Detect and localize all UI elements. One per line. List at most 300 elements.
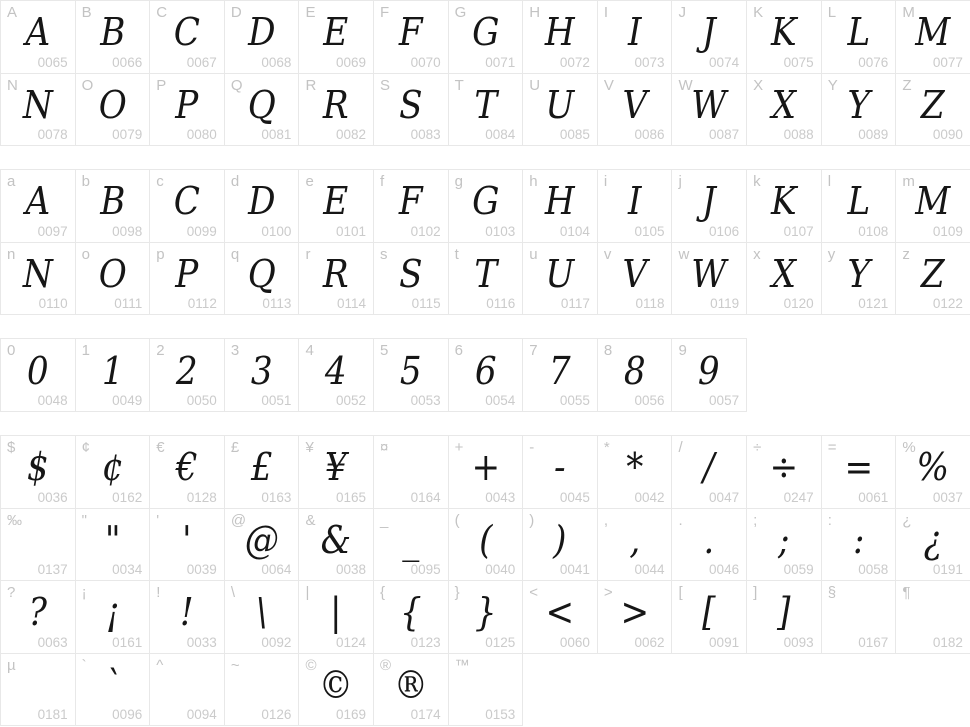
glyph-cell <box>896 243 970 316</box>
glyph: R <box>323 252 350 297</box>
codepoint: 0064 <box>261 562 292 578</box>
codepoint: 0110 <box>38 296 68 312</box>
glyph-cell <box>523 436 598 509</box>
glyph: © <box>319 663 354 708</box>
glyph: A <box>25 179 51 224</box>
glyph: 3 <box>250 348 273 393</box>
glyph-cell <box>225 243 300 316</box>
cell-label: = <box>827 438 837 456</box>
glyph-cell <box>449 654 524 727</box>
cell-label: W <box>678 76 693 94</box>
symbols-section <box>0 435 970 726</box>
cell-label: s <box>380 245 388 263</box>
symbols-row <box>1 654 970 727</box>
cell-label: w <box>678 245 690 263</box>
cell-label: ' <box>156 511 160 529</box>
cell-label: Z <box>902 76 912 94</box>
codepoint: 0104 <box>559 223 590 239</box>
cell-label: g <box>454 173 463 191</box>
glyph-cell <box>299 654 374 727</box>
glyph-cell <box>598 339 673 412</box>
codepoint: 0057 <box>709 392 740 408</box>
glyph: Q <box>247 82 276 127</box>
codepoint: 0034 <box>112 562 143 578</box>
glyph: _ <box>402 517 420 562</box>
glyph-cell <box>374 509 449 582</box>
codepoint: 0059 <box>783 562 814 578</box>
glyph-cell <box>225 339 300 412</box>
cell-label: 1 <box>81 342 90 360</box>
glyph: N <box>22 82 53 127</box>
glyph: V <box>622 252 648 297</box>
codepoint: 0061 <box>858 489 889 505</box>
codepoint: 0105 <box>634 223 665 239</box>
glyph-cell <box>598 1 673 74</box>
cell-label: c <box>156 173 164 191</box>
cell-label: k <box>753 173 761 191</box>
glyph-cell <box>1 243 76 316</box>
cell-label: µ <box>7 656 16 674</box>
codepoint: 0165 <box>336 489 367 505</box>
glyph-cell <box>896 509 970 582</box>
glyph-cell <box>76 243 151 316</box>
glyph-cell <box>150 339 225 412</box>
codepoint: 0108 <box>858 223 889 239</box>
codepoint: 0076 <box>858 54 889 70</box>
uppercase-section <box>0 0 970 146</box>
glyph: O <box>98 82 127 127</box>
cell-label: 2 <box>156 342 165 360</box>
codepoint: 0043 <box>485 489 516 505</box>
cell-label: ( <box>454 511 460 529</box>
cell-label: % <box>902 438 916 456</box>
glyph: O <box>98 252 127 297</box>
codepoint: 0125 <box>485 634 516 650</box>
codepoint: 0080 <box>186 127 217 143</box>
cell-label: 8 <box>603 342 613 360</box>
glyph-cell <box>225 436 300 509</box>
glyph-cell <box>374 339 449 412</box>
glyph: B <box>99 179 125 224</box>
glyph-cell <box>822 243 897 316</box>
cell-label: Y <box>827 76 838 94</box>
uppercase-row <box>1 74 970 147</box>
cell-label: ) <box>529 511 535 529</box>
glyph-cell <box>299 1 374 74</box>
glyph-cell <box>672 509 747 582</box>
codepoint: 0163 <box>261 489 292 505</box>
glyph-cell <box>76 339 151 412</box>
glyph-cell <box>76 1 151 74</box>
glyph: ¡ <box>105 590 120 635</box>
codepoint: 0056 <box>634 392 665 408</box>
cell-label: Q <box>230 76 243 94</box>
glyph-cell <box>523 339 598 412</box>
glyph: 7 <box>549 348 571 393</box>
glyph: I <box>627 10 642 55</box>
glyph: + <box>471 445 500 490</box>
glyph-cell <box>299 170 374 243</box>
codepoint: 0097 <box>37 223 68 239</box>
codepoint: 0078 <box>37 127 68 143</box>
cell-label: [ <box>678 584 683 602</box>
glyph-cell <box>672 1 747 74</box>
codepoint: 0045 <box>559 489 590 505</box>
cell-label: ~ <box>230 656 240 674</box>
cell-label: 6 <box>454 342 463 360</box>
codepoint: 0162 <box>112 489 143 505</box>
cell-label: ¢ <box>81 438 90 456</box>
codepoint: 0083 <box>410 127 441 143</box>
glyph: 4 <box>325 348 348 393</box>
glyph-cell <box>150 436 225 509</box>
cell-label: T <box>454 76 464 94</box>
codepoint: 0069 <box>336 54 367 70</box>
codepoint: 0044 <box>634 562 665 578</box>
glyph-cell <box>76 654 151 727</box>
cell-label: ! <box>156 584 161 602</box>
glyph: E <box>323 179 349 224</box>
glyph: T <box>474 82 497 127</box>
glyph-cell <box>76 436 151 509</box>
glyph: P <box>175 252 199 297</box>
glyph: D <box>247 10 276 55</box>
cell-label: D <box>230 4 242 21</box>
codepoint: 0123 <box>410 634 441 650</box>
glyph: S <box>399 252 423 297</box>
codepoint: 0098 <box>112 223 143 239</box>
codepoint: 0051 <box>261 392 292 408</box>
codepoint: 0113 <box>262 296 292 312</box>
codepoint: 0174 <box>410 707 441 723</box>
glyph: = <box>844 445 873 490</box>
codepoint: 0118 <box>635 296 665 312</box>
cell-label: L <box>827 4 837 21</box>
glyph: - <box>554 445 566 490</box>
glyph-cell <box>523 74 598 147</box>
glyph: C <box>173 179 201 224</box>
glyph: E <box>323 10 349 55</box>
cell-label: 9 <box>678 342 687 360</box>
glyph: K <box>771 10 797 55</box>
glyph-cell <box>449 581 524 654</box>
glyph-cell <box>896 170 970 243</box>
glyph-cell <box>76 170 151 243</box>
codepoint: 0191 <box>932 562 963 578</box>
glyph-cell <box>225 170 300 243</box>
glyph-cell <box>598 509 673 582</box>
codepoint: 0096 <box>112 707 143 723</box>
glyph-cell <box>747 1 822 74</box>
glyph-cell <box>449 1 524 74</box>
glyph-cell <box>299 243 374 316</box>
codepoint: 0103 <box>485 223 516 239</box>
digits-row <box>1 339 747 412</box>
cell-label: x <box>753 245 761 263</box>
cell-label: ? <box>7 584 16 602</box>
codepoint: 0093 <box>783 634 814 650</box>
cell-label: d <box>230 173 240 191</box>
glyph: | <box>330 590 343 635</box>
cell-label: M <box>902 4 915 21</box>
cell-label: z <box>902 245 910 263</box>
cell-label: © <box>305 656 317 674</box>
codepoint: 0169 <box>336 707 367 723</box>
codepoint: 0049 <box>112 392 143 408</box>
glyph-cell <box>747 170 822 243</box>
glyph-cell <box>299 509 374 582</box>
glyph-cell <box>822 436 897 509</box>
cell-label: P <box>156 76 167 94</box>
glyph: T <box>474 252 497 297</box>
glyph-cell <box>523 509 598 582</box>
cell-label: " <box>81 511 87 529</box>
codepoint: 0087 <box>709 127 740 143</box>
codepoint: 0036 <box>37 489 68 505</box>
codepoint: 0114 <box>337 296 367 312</box>
codepoint: 0106 <box>709 223 740 239</box>
cell-label: X <box>753 76 764 94</box>
glyph-cell <box>1 436 76 509</box>
codepoint: 0137 <box>37 562 68 578</box>
codepoint: 0116 <box>486 296 516 312</box>
glyph-cell <box>150 1 225 74</box>
cell-label: ¥ <box>305 438 314 456</box>
glyph-cell <box>374 243 449 316</box>
cell-label: 0 <box>7 342 16 360</box>
glyph: X <box>771 252 797 297</box>
codepoint: 0073 <box>634 54 665 70</box>
cell-label: & <box>305 511 316 529</box>
cell-label: ® <box>380 656 392 674</box>
cell-label: ™ <box>454 656 470 674</box>
glyph-cell <box>523 1 598 74</box>
glyph: 1 <box>101 348 124 393</box>
codepoint: 0047 <box>709 489 740 505</box>
glyph-cell <box>747 509 822 582</box>
cell-label: A <box>7 4 18 21</box>
cell-label: 5 <box>380 342 389 360</box>
codepoint: 0119 <box>710 296 740 312</box>
cell-label: 3 <box>230 342 240 360</box>
glyph: 5 <box>399 348 422 393</box>
codepoint: 0101 <box>336 223 367 239</box>
glyph: ¥ <box>325 445 348 490</box>
cell-label: F <box>380 4 390 21</box>
glyph-cell <box>150 509 225 582</box>
glyph: D <box>247 179 276 224</box>
glyph-cell <box>822 74 897 147</box>
glyph: J <box>702 179 717 224</box>
glyph-cell <box>672 74 747 147</box>
cell-label: ¿ <box>902 511 912 529</box>
cell-label: | <box>305 584 310 602</box>
glyph: [ <box>702 590 716 635</box>
glyph: G <box>471 179 500 224</box>
cell-label: ` <box>81 656 87 674</box>
codepoint: 0037 <box>932 489 963 505</box>
codepoint: 0040 <box>485 562 516 578</box>
glyph: ; <box>778 517 790 562</box>
glyph-cell <box>299 436 374 509</box>
lowercase-row <box>1 170 970 243</box>
cell-label: , <box>603 511 609 529</box>
glyph-cell <box>672 581 747 654</box>
codepoint: 0100 <box>261 223 292 239</box>
glyph-cell <box>672 339 747 412</box>
glyph: $ <box>26 445 49 490</box>
codepoint: 0115 <box>411 296 441 312</box>
glyph-cell <box>1 339 76 412</box>
codepoint: 0121 <box>858 296 889 312</box>
glyph: ' <box>182 517 192 562</box>
cell-label: $ <box>7 438 16 456</box>
glyph: U <box>545 82 575 127</box>
glyph-cell <box>150 74 225 147</box>
cell-label: o <box>81 245 90 263</box>
symbols-row <box>1 581 970 654</box>
cell-label: r <box>305 245 311 263</box>
glyph-cell <box>225 654 300 727</box>
glyph: ] <box>777 590 791 635</box>
glyph: 8 <box>623 348 646 393</box>
cell-label: ¡ <box>81 584 87 602</box>
glyph: ÷ <box>769 445 799 490</box>
codepoint: 0088 <box>783 127 814 143</box>
glyph: , <box>629 517 641 562</box>
glyph: C <box>173 10 201 55</box>
cell-label: n <box>7 245 16 263</box>
lowercase-section <box>0 169 970 315</box>
codepoint: 0094 <box>186 707 217 723</box>
glyph-cell <box>374 581 449 654</box>
codepoint: 0055 <box>559 392 590 408</box>
glyph-cell <box>523 581 598 654</box>
codepoint: 0081 <box>261 127 292 143</box>
glyph-cell <box>225 581 300 654</box>
glyph-cell <box>225 1 300 74</box>
glyph: 9 <box>698 348 721 393</box>
codepoint: 0048 <box>37 392 68 408</box>
digits-section <box>0 338 747 412</box>
glyph: < <box>545 590 575 635</box>
codepoint: 0112 <box>187 296 217 312</box>
cell-label: § <box>827 584 837 602</box>
glyph: L <box>847 179 870 224</box>
codepoint: 0092 <box>261 634 292 650</box>
glyph: \ <box>255 590 268 635</box>
glyph: ( <box>478 517 493 562</box>
glyph-cell <box>598 74 673 147</box>
cell-label: q <box>230 245 240 263</box>
codepoint: 0041 <box>559 562 590 578</box>
cell-label: . <box>678 511 683 529</box>
codepoint: 0039 <box>186 562 217 578</box>
cell-label: h <box>529 173 538 191</box>
glyph-cell <box>76 74 151 147</box>
codepoint: 0042 <box>634 489 665 505</box>
cell-label: ; <box>753 511 758 529</box>
codepoint: 0161 <box>112 634 143 650</box>
glyph: K <box>771 179 797 224</box>
codepoint: 0181 <box>37 707 68 723</box>
glyph: N <box>22 252 53 297</box>
cell-label: ] <box>753 584 758 602</box>
codepoint: 0120 <box>783 296 814 312</box>
glyph-cell <box>374 74 449 147</box>
cell-label: j <box>678 173 682 191</box>
glyph-cell <box>449 339 524 412</box>
glyph: ¿ <box>923 517 943 562</box>
glyph: ! <box>180 590 194 635</box>
cell-label: 7 <box>529 342 538 360</box>
codepoint: 0054 <box>485 392 516 408</box>
cell-label: p <box>156 245 165 263</box>
codepoint: 0090 <box>932 127 963 143</box>
cell-label: i <box>603 173 608 191</box>
cell-label: ¶ <box>902 584 911 602</box>
glyph-cell <box>896 1 970 74</box>
cell-label: S <box>380 76 391 94</box>
cell-label: ‰ <box>7 511 22 529</box>
codepoint: 0107 <box>783 223 814 239</box>
cell-label: \ <box>230 584 235 602</box>
glyph: & <box>321 517 352 562</box>
glyph: 2 <box>176 348 198 393</box>
codepoint: 0065 <box>37 54 68 70</box>
cell-label: v <box>603 245 612 263</box>
cell-label: * <box>603 438 610 456</box>
codepoint: 0109 <box>932 223 963 239</box>
glyph-cell <box>822 170 897 243</box>
glyph-cell <box>1 581 76 654</box>
symbols-row <box>1 436 970 509</box>
cell-label: O <box>81 76 94 94</box>
cell-label: @ <box>230 511 247 529</box>
glyph: @ <box>244 517 279 562</box>
glyph-cell <box>598 436 673 509</box>
glyph-cell <box>374 654 449 727</box>
cell-label: 4 <box>305 342 314 360</box>
cell-label: I <box>603 4 609 21</box>
glyph-cell <box>672 170 747 243</box>
codepoint: 0038 <box>336 562 367 578</box>
codepoint: 0182 <box>932 634 963 650</box>
glyph: / <box>703 445 716 490</box>
cell-label: m <box>902 173 915 191</box>
glyph-cell <box>299 581 374 654</box>
glyph: L <box>847 10 870 55</box>
cell-label: K <box>753 4 764 21</box>
glyph: ` <box>103 663 121 708</box>
glyph-cell <box>1 170 76 243</box>
cell-label: a <box>7 173 16 191</box>
glyph-cell <box>1 74 76 147</box>
codepoint: 0074 <box>709 54 740 70</box>
codepoint: 0077 <box>932 54 963 70</box>
glyph-cell <box>449 509 524 582</box>
glyph: ® <box>393 663 428 708</box>
codepoint: 0066 <box>112 54 143 70</box>
codepoint: 0117 <box>560 296 590 312</box>
glyph-cell <box>150 581 225 654</box>
cell-label: e <box>305 173 314 191</box>
cell-label: £ <box>230 438 240 456</box>
codepoint: 0082 <box>336 127 367 143</box>
glyph-cell <box>1 1 76 74</box>
codepoint: 0111 <box>114 296 143 312</box>
codepoint: 0085 <box>559 127 590 143</box>
